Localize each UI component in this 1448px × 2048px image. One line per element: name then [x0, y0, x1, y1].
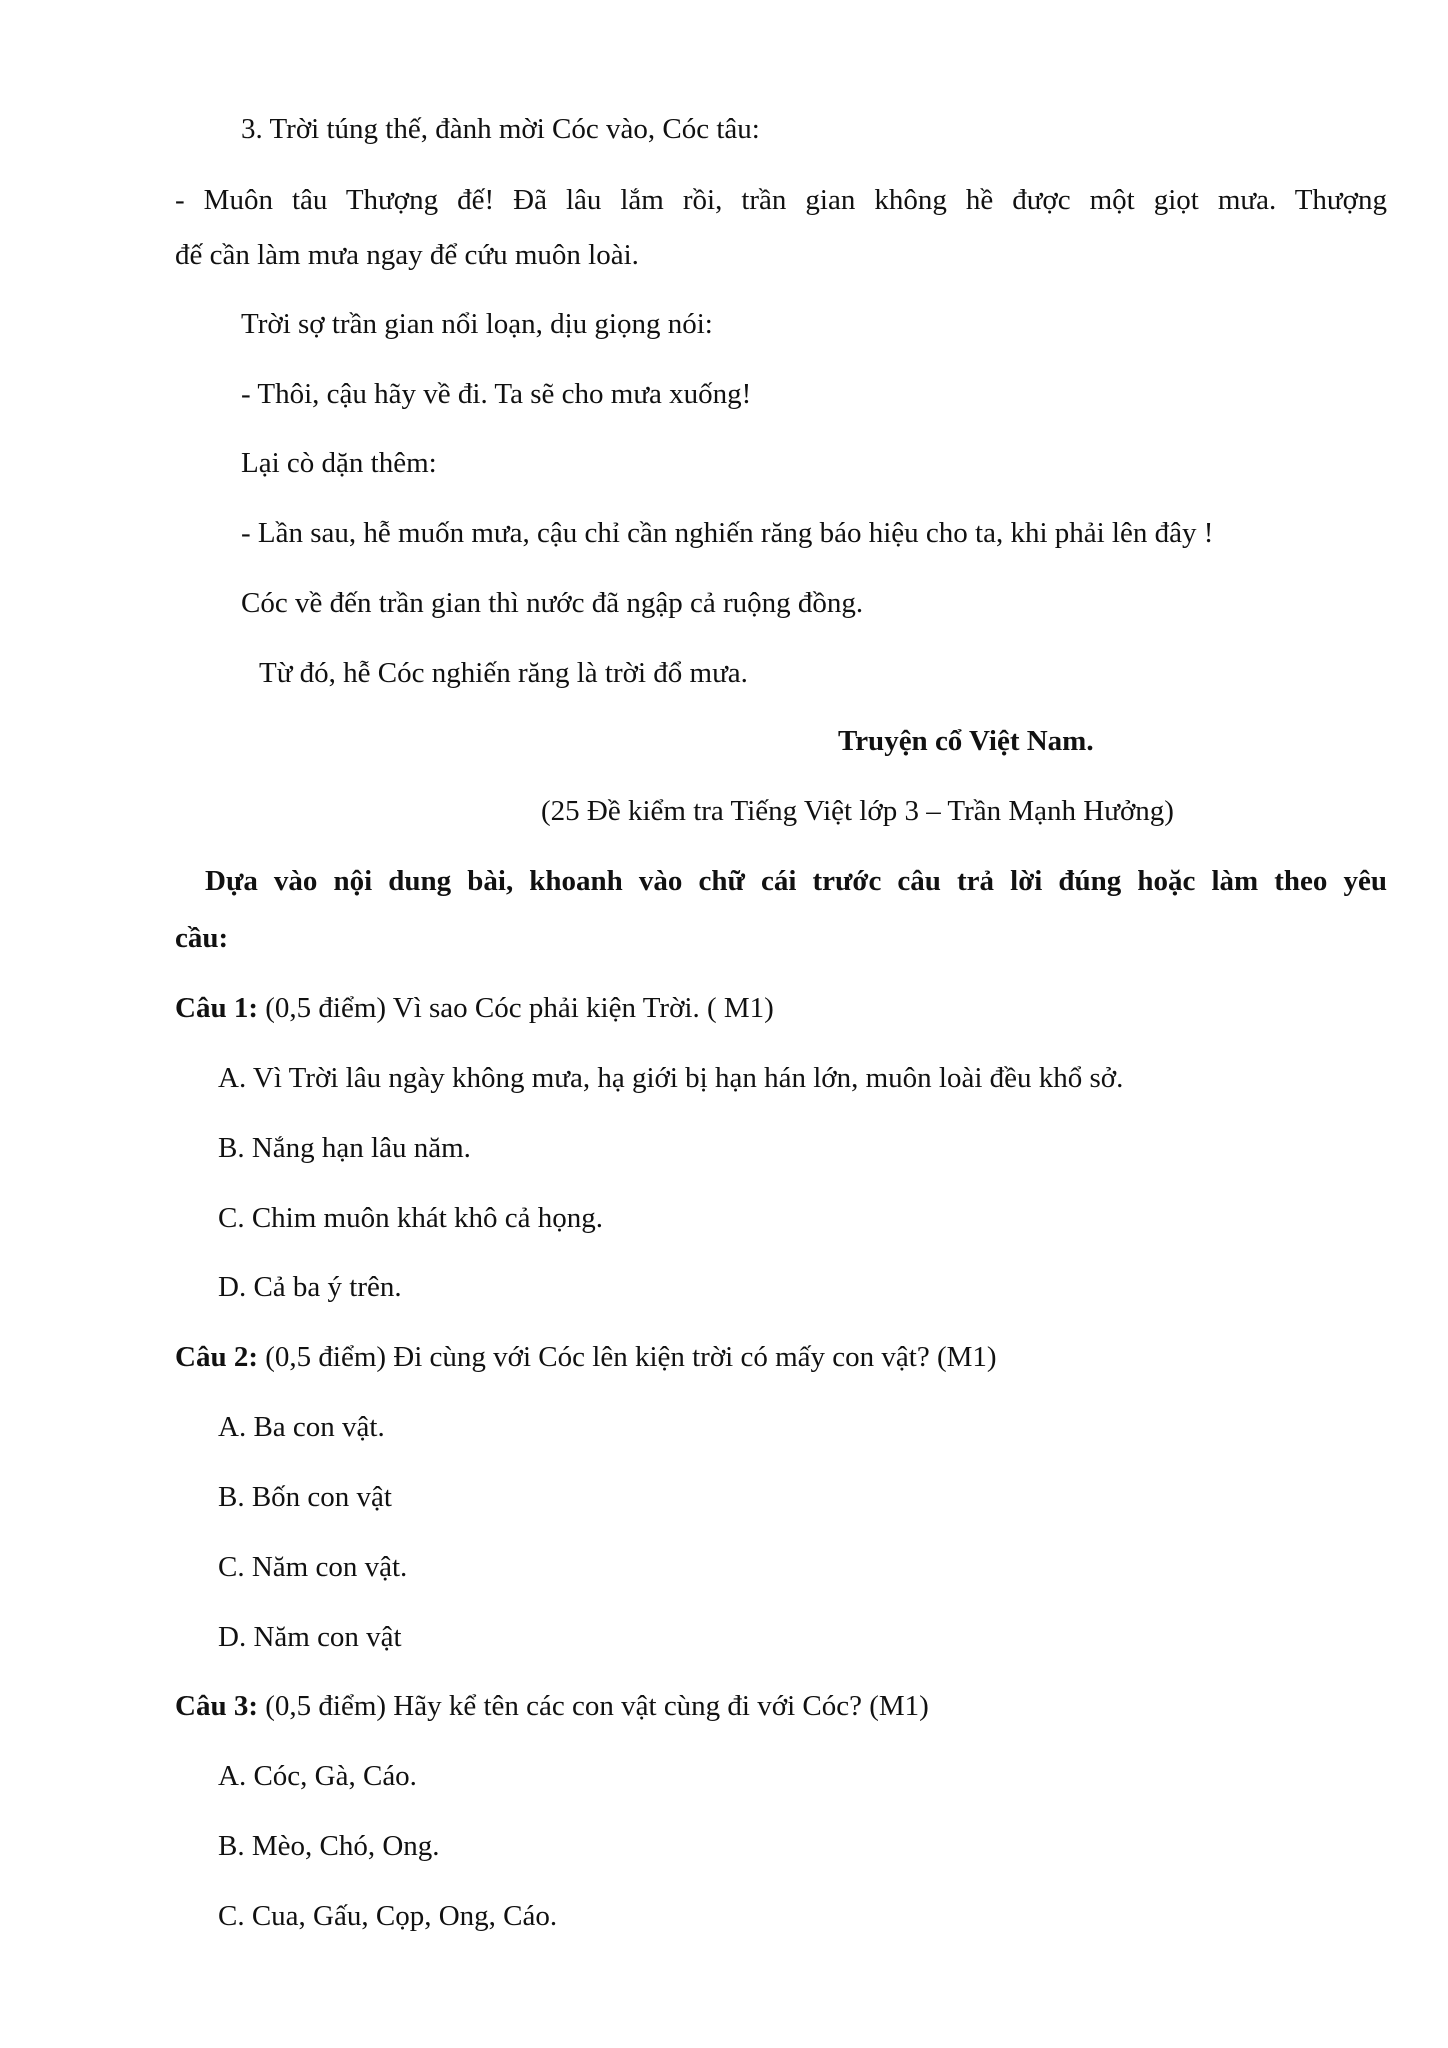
source-citation: (25 Đề kiểm tra Tiếng Việt lớp 3 – Trần Mạnh Hưởng)	[541, 795, 1174, 827]
question-2-option-c[interactable]: C. Năm con vật.	[218, 1551, 408, 1583]
question-2-option-a[interactable]: A. Ba con vật.	[218, 1411, 385, 1443]
story-narration: Trời sợ trần gian nổi loạn, dịu giọng nói:	[241, 308, 713, 340]
story-dialogue-line: - Muôn tâu Thượng đế! Đã lâu lắm rồi, trần gian không hề được một giọt mưa. Thượng	[175, 184, 1387, 216]
question-1-option-b[interactable]: B. Nắng hạn lâu năm.	[218, 1132, 471, 1164]
question-text: (0,5 điểm) Đi cùng với Cóc lên kiện trời có mấy con vật? (M1)	[257, 1341, 997, 1373]
story-narration: Lại cò dặn thêm:	[241, 447, 437, 479]
story-dialogue-continuation: đế cần làm mưa ngay để cứu muôn loài.	[175, 239, 639, 271]
question-text: (0,5 điểm) Vì sao Cóc phải kiện Trời. ( M1)	[257, 992, 774, 1024]
question-2	[175, 1339, 997, 1375]
story-narration: Cóc về đến trần gian thì nước đã ngập cả ruộng đồng.	[241, 587, 864, 619]
question-text: (0,5 điểm) Hãy kể tên các con vật cùng đi với Cóc? (M1)	[257, 1690, 929, 1722]
question-1-option-a[interactable]: A. Vì Trời lâu ngày không mưa, hạ giới bị hạn hán lớn, muôn loài đều khổ sở.	[218, 1062, 1124, 1094]
instruction-text-continuation: cầu:	[175, 922, 229, 954]
story-dialogue-line: - Lần sau, hễ muốn mưa, cậu chỉ cần nghiến răng báo hiệu cho ta, khi phải lên đây !	[241, 517, 1214, 549]
story-paragraph-3: 3. Trời túng thế, đành mời Cóc vào, Cóc tâu:	[241, 113, 760, 145]
story-dialogue-line: - Thôi, cậu hãy về đi. Ta sẽ cho mưa xuống!	[241, 378, 752, 410]
story-conclusion: Từ đó, hễ Cóc nghiến răng là trời đổ mưa.	[259, 657, 748, 689]
question-label: Câu 1:	[175, 992, 258, 1024]
question-3-option-c[interactable]: C. Cua, Gấu, Cọp, Ong, Cáo.	[218, 1900, 558, 1932]
question-2-option-d[interactable]: D. Năm con vật	[218, 1621, 402, 1653]
question-3-option-a[interactable]: A. Cóc, Gà, Cáo.	[218, 1760, 417, 1792]
source-title: Truyện cổ Việt Nam.	[838, 725, 1094, 757]
question-label: Câu 2:	[175, 1341, 258, 1373]
question-1-option-d[interactable]: D. Cả ba ý trên.	[218, 1271, 402, 1303]
question-1	[175, 990, 774, 1026]
question-label: Câu 3:	[175, 1690, 258, 1722]
question-3	[175, 1688, 929, 1724]
instruction-text: Dựa vào nội dung bài, khoanh vào chữ cái trước câu trả lời đúng hoặc làm theo yêu	[205, 865, 1387, 897]
question-2-option-b[interactable]: B. Bốn con vật	[218, 1481, 392, 1513]
question-1-option-c[interactable]: C. Chim muôn khát khô cả họng.	[218, 1202, 604, 1234]
question-3-option-b[interactable]: B. Mèo, Chó, Ong.	[218, 1830, 440, 1862]
